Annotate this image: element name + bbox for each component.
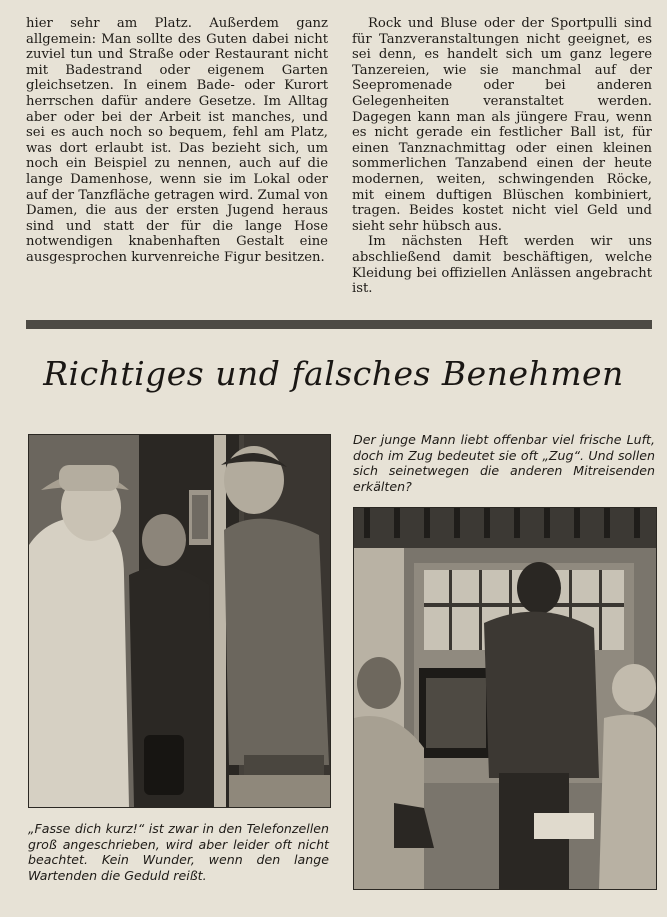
photo-phone-booth — [28, 434, 331, 808]
article-paragraph: Im nächsten Heft werden wir uns abschließend damit beschäftigen, welche Kleidung bei offiziellen Anlässen angebracht ist. — [352, 234, 652, 297]
phone-booth-illustration — [29, 435, 330, 807]
photo-train-compartment — [353, 507, 657, 890]
article-paragraph: hier sehr am Platz. Außerdem ganz allgemein: Man sollte des Guten dabei nicht zuviel tun und Straße oder Restaurant nicht mit Badestrand oder eigenem Garten gleichsetzen. In einem Bade- oder Kurort herrschen dafür andere Gesetze. Im Alltag aber oder bei der Arbeit ist manches, und sei es auch noch so bequem, fehl am Platz, was dort erlaubt ist. Das bezieht sich, um noch ein Beispiel zu nennen, auch auf die lange Damenhose, wenn sie im Lokal oder auf der Tanzfläche getragen wird. Zumal von Damen, die aus der ersten Jugend heraus sind und statt der für die lange Hose notwendigen knabenhaften Gestalt eine ausgesprochen kurvenreiche Figur besitzen. — [26, 16, 328, 265]
section-divider — [26, 320, 652, 329]
photo-caption-train: Der junge Mann liebt offenbar viel frische Luft, doch im Zug bedeutet sie oft „Zug“. Und sollen sich seinetwegen die anderen Mitreisenden erkälten? — [353, 432, 655, 494]
article-column-left — [26, 16, 328, 266]
article-column-right — [352, 16, 652, 297]
article-paragraph: Rock und Bluse oder der Sportpulli sind für Tanzveranstaltungen nicht geeignet, es sei denn, es handelt sich um ganz legere Tanzereien, wie sie manchmal auf der Seepromenade oder bei anderen Gelegenheiten veranstaltet werden. Dagegen kann man als jüngere Frau, wenn es nicht gerade ein festlicher Ball ist, für einen Tanznachmittag oder einen kleinen sommerlichen Tanzabend einen der heute modernen, weiten, schwingenden Röcke, mit einem duftigen Blüschen kombiniert, tragen. Beides kostet nicht viel Geld und sieht sehr hübsch aus. — [352, 16, 652, 234]
section-heading: Richtiges und falsches Benehmen — [43, 354, 624, 393]
photo-caption-phone: „Fasse dich kurz!“ ist zwar in den Telefonzellen groß angeschrieben, wird aber leider oft nicht beachtet. Kein Wunder, wenn den lange Wartenden die Geduld reißt. — [28, 821, 329, 883]
train-compartment-illustration — [354, 508, 656, 889]
